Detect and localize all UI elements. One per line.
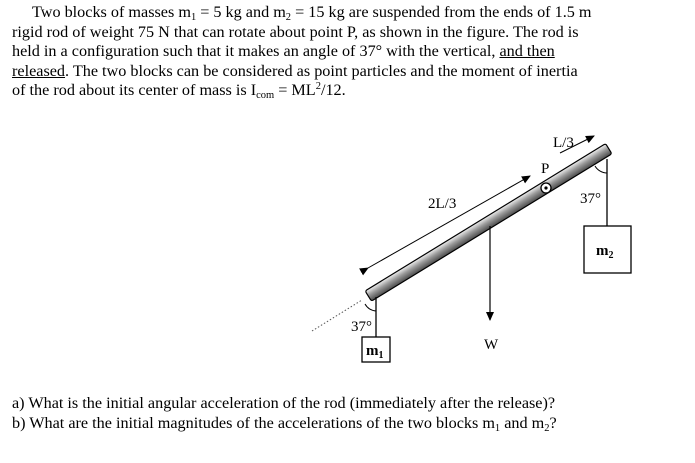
label-angle-right: 37° bbox=[580, 191, 601, 207]
question-b bbox=[12, 414, 557, 434]
question-b-m2-subscript: 2 bbox=[544, 422, 550, 434]
rod bbox=[365, 144, 612, 302]
line4-text-b: . The two blocks can be considered as point particles and the moment of inertia bbox=[65, 61, 578, 80]
problem-line-2: rigid rod of weight 75 N that can rotate about point P, as shown in the figure. The rod is bbox=[12, 22, 579, 41]
line3-underlined: and then bbox=[499, 42, 555, 61]
m1-subscript: 1 bbox=[190, 12, 197, 23]
question-a: a) What is the initial angular acceleration of the rod (immediately after the release)? bbox=[12, 394, 556, 412]
angle-arc-left bbox=[365, 304, 376, 311]
label-2l3: 2L/3 bbox=[428, 196, 457, 212]
line5-text-b: = ML bbox=[274, 81, 316, 100]
line4-underlined: released bbox=[12, 61, 66, 80]
label-m1: $m_1$ bbox=[366, 343, 384, 361]
line3-text-a: held in a configuration such that it makes an angle of 37° with the vertical, bbox=[12, 42, 500, 61]
label-p: P bbox=[541, 161, 550, 177]
question-b-text-b: and m bbox=[500, 413, 545, 432]
angle-arc-right bbox=[595, 166, 607, 173]
label-w: W bbox=[484, 337, 499, 353]
questions bbox=[12, 394, 557, 433]
line5-text-c: /12. bbox=[320, 81, 346, 100]
pivot-dot bbox=[544, 186, 547, 189]
question-b-text-a: b) What are the initial magnitudes of the accelerations of the two blocks m bbox=[12, 413, 495, 432]
label-angle-left: 37° bbox=[351, 319, 372, 335]
squared-superscript: 2 bbox=[315, 81, 321, 93]
m2-subscript: 2 bbox=[285, 12, 292, 23]
label-l3: L/3 bbox=[553, 135, 574, 151]
question-b-m1-subscript: 1 bbox=[494, 422, 501, 434]
question-b-text-c: ? bbox=[549, 413, 557, 432]
line1-text-a: Two blocks of masses m bbox=[32, 3, 191, 21]
line5-text-a: of the rod about its center of mass is I bbox=[12, 81, 257, 100]
com-subscript: com bbox=[256, 90, 275, 102]
label-m2: $m_2$ bbox=[596, 243, 614, 261]
line1-text-b: = 5 kg and m bbox=[196, 3, 286, 21]
line1-text-c: = 15 kg are suspended from the ends of 1.5 m bbox=[291, 3, 592, 21]
